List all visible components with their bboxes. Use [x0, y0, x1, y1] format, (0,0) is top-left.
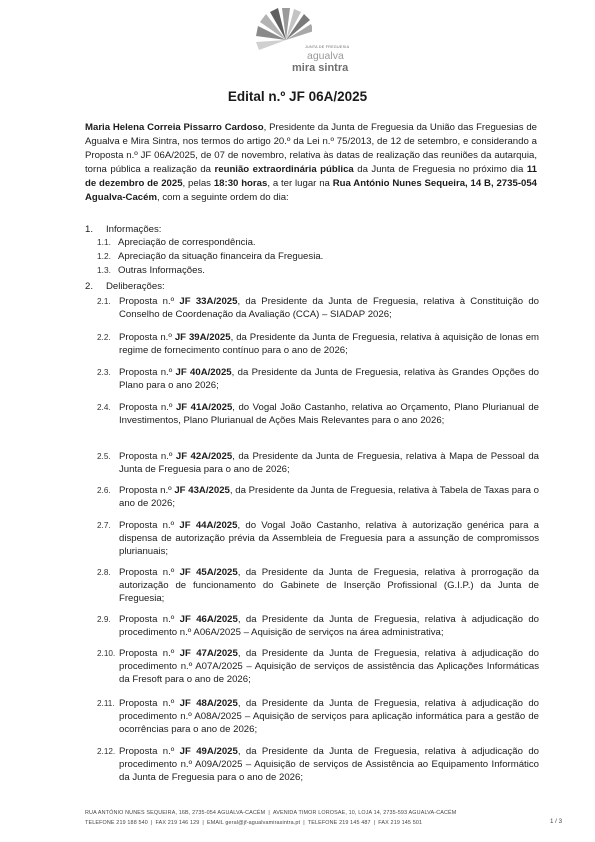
logo-line-1: agualva — [307, 50, 344, 62]
intro-text-4: , a ter lugar na — [267, 178, 333, 190]
intro-text-1: , Presidente da Junta de Freguesia da União das Freguesias de Agualva e Mira Sintra, nos termos do artigo 20.º da Lei n.º 75/2013, de 12 de setembro, e considerando a Proposta n.º JF 06A/2025, de 07 de novembro, relativa às datas de realização das reuniões da autarquia, torna pública a realização da — [85, 122, 537, 176]
item-text: Proposta n.º JF 45A/2025, da Presidente da Junta de Freguesia, relativa à prorrogação da autorização de funcionamento do Gabinete de Inserção Profissional (G.I.P.) da Junta de Freguesia; — [119, 567, 539, 605]
item-number: 2.1. — [97, 297, 111, 306]
item-number: 2.6. — [97, 486, 111, 495]
item-number: 2.12. — [97, 747, 116, 756]
document-title: Edital n.º JF 06A/2025 — [227, 89, 368, 104]
section-heading — [85, 223, 161, 236]
item-number: 1.1. — [97, 237, 111, 247]
item-number: 2.3. — [97, 368, 111, 377]
item-number: 2.11. — [97, 699, 115, 708]
logo-mark-icon — [252, 6, 312, 58]
logo-small-text: JUNTA DE FREGUESIA — [305, 45, 350, 49]
footer-fax-2: FAX 219 145 501 — [378, 820, 423, 826]
footer-phone-1: TELEFONE 219 188 540 — [85, 820, 148, 826]
item-text: Outras Informações. — [118, 265, 205, 276]
proposal-ref: JF 42A/2025 — [175, 451, 233, 462]
footer-phone-2: TELEFONE 219 145 487 — [307, 820, 371, 826]
section-heading — [85, 280, 165, 293]
item-number: 2.5. — [97, 452, 111, 461]
item-text: Proposta n.º JF 46A/2025, da Presidente da Junta de Freguesia, relativa à adjudicação do procedimento n.º A06A/2025 – Aquisição de serviços na área administrativa; — [119, 614, 540, 639]
meeting-time: 18:30 horas — [213, 178, 268, 190]
footer-addresses: RUA ANTÓNIO NUNES SEQUEIRA, 16B, 2735-054 AGUALVA-CACÉM | AVENIDA TIMOR LOROSAE, 10, LOJA 14, 2735-593 AGUALVA-CACÉM — [85, 810, 457, 816]
section-label: Deliberações: — [106, 281, 165, 292]
proposal-ref: JF 40A/2025 — [175, 367, 232, 378]
item-text: Proposta n.º JF 33A/2025, da Presidente da Junta de Freguesia, relativa à Constituição do Conselho de Coordenação da Avaliação (CCA) – SIADAP 2026; — [119, 296, 540, 321]
list-item — [97, 264, 205, 277]
item-text: Proposta n.º JF 41A/2025, do Vogal João Castanho, relativa ao Orçamento, Plano Plurianual de Investimentos, Plano Plurianual de Ações Mais Relevantes para o ano 2026; — [119, 402, 539, 427]
item-number: 2.4. — [97, 403, 111, 412]
intro-text-3: , pelas — [182, 178, 214, 190]
meeting-address: Rua António Nunes Sequeira, 14 B, 2735-054 Agualva-Cacém — [85, 178, 538, 204]
logo-line-2: mira sintra — [292, 62, 349, 74]
item-text: Proposta n.º JF 48A/2025, da Presidente da Junta de Freguesia, relativa à adjudicação do procedimento n.º A08A/2025 – Aquisição de serviços para aplicação informática para a gestão de ocorrências para o ano de 2026; — [119, 698, 540, 736]
proposal-ref: JF 49A/2025 — [179, 746, 238, 757]
footer-address-2: AVENIDA TIMOR LOROSAE, 10, LOJA 14, 2735-593 AGUALVA-CACÉM — [272, 810, 457, 816]
proposal-ref: JF 33A/2025 — [179, 296, 238, 307]
section-label: Informações: — [106, 224, 162, 235]
proposal-ref: JF 48A/2025 — [179, 698, 238, 709]
item-text: Proposta n.º JF 47A/2025, da Presidente da Junta de Freguesia, relativa à adjudicação do procedimento n.º A07A/2025 – Aquisição de serviços de assistência das Aplicações Informáticas da Fresoft para o ano de 2026; — [119, 648, 540, 686]
proposal-ref: JF 39A/2025 — [174, 332, 231, 343]
item-text: Apreciação da situação financeira da Freguesia. — [118, 251, 324, 262]
item-number: 2.8. — [97, 568, 111, 577]
item-number: 1.2. — [97, 251, 111, 261]
footer-fax-1: FAX 219 146 129 — [155, 820, 200, 826]
proposal-ref: JF 46A/2025 — [179, 614, 238, 625]
item-text: Proposta n.º JF 49A/2025, da Presidente da Junta de Freguesia, relativa à adjudicação do procedimento n.º A09A/2025 – Aquisição de serviços de Assistência ao Equipamento Informático da Junta de Freguesia para o ano de 2026; — [119, 746, 540, 784]
item-number: 2.9. — [97, 615, 111, 624]
section-number: 2. — [85, 281, 94, 292]
footer-contacts: TELEFONE 219 188 540 | FAX 219 146 129 | EMAIL geral@jf-agualvamirasintra.pt | TELEFONE 219 145 487 | FAX 219 145 501 — [85, 820, 423, 826]
proposal-ref: JF 44A/2025 — [179, 520, 238, 531]
meeting-date: 11 de dezembro de 2025 — [85, 164, 537, 190]
item-number: 1.3. — [97, 265, 111, 275]
proposal-ref: JF 47A/2025 — [179, 648, 238, 659]
intro-text-2: da Junta de Freguesia no próximo dia — [353, 164, 527, 176]
footer-address-1: RUA ANTÓNIO NUNES SEQUEIRA, 16B, 2735-054 AGUALVA-CACÉM — [85, 810, 266, 816]
proposal-ref: JF 43A/2025 — [174, 485, 230, 496]
item-text: Proposta n.º JF 42A/2025, da Presidente da Junta de Freguesia, relativa à Mapa de Pessoal da Junta de Freguesia para o ano de 2026; — [119, 451, 540, 476]
logo — [252, 6, 372, 76]
section-number: 1. — [85, 224, 94, 235]
item-text: Proposta n.º JF 43A/2025, da Presidente da Junta de Freguesia, relativa à Tabela de Taxas para o ano de 2026; — [119, 485, 540, 510]
page-number: 1 / 3 — [550, 818, 563, 825]
item-number: 2.2. — [97, 333, 111, 342]
list-item — [97, 236, 256, 249]
item-text: Proposta n.º JF 40A/2025, da Presidente da Junta de Freguesia, relativa às Grandes Opções do Plano para o ano 2026; — [119, 367, 540, 392]
item-text: Apreciação de correspondência. — [118, 237, 256, 248]
item-text: Proposta n.º JF 44A/2025, do Vogal João Castanho, relativa à autorização genérica para a dispensa de autorização prévia da Assembleia de Freguesia para a assunção de compromissos plurianuais; — [119, 520, 540, 558]
list-item — [97, 250, 323, 263]
president-name: Maria Helena Correia Pissarro Cardoso — [85, 122, 264, 133]
intro-paragraph — [85, 121, 537, 206]
intro-text-5: , com a seguinte ordem do dia: — [156, 192, 289, 204]
footer-email: EMAIL geral@jf-agualvamirasintra.pt — [206, 820, 301, 826]
item-number: 2.7. — [97, 521, 111, 530]
meeting-type: reunião extraordinária pública — [214, 164, 354, 176]
page-footer — [85, 808, 545, 828]
proposal-ref: JF 45A/2025 — [179, 567, 238, 578]
item-text: Proposta n.º JF 39A/2025, da Presidente da Junta de Freguesia, relativa à aquisição de lonas em regime de fornecimento contínuo para o ano de 2026; — [119, 332, 540, 357]
item-number: 2.10. — [97, 649, 116, 658]
proposal-ref: JF 41A/2025 — [175, 402, 233, 413]
